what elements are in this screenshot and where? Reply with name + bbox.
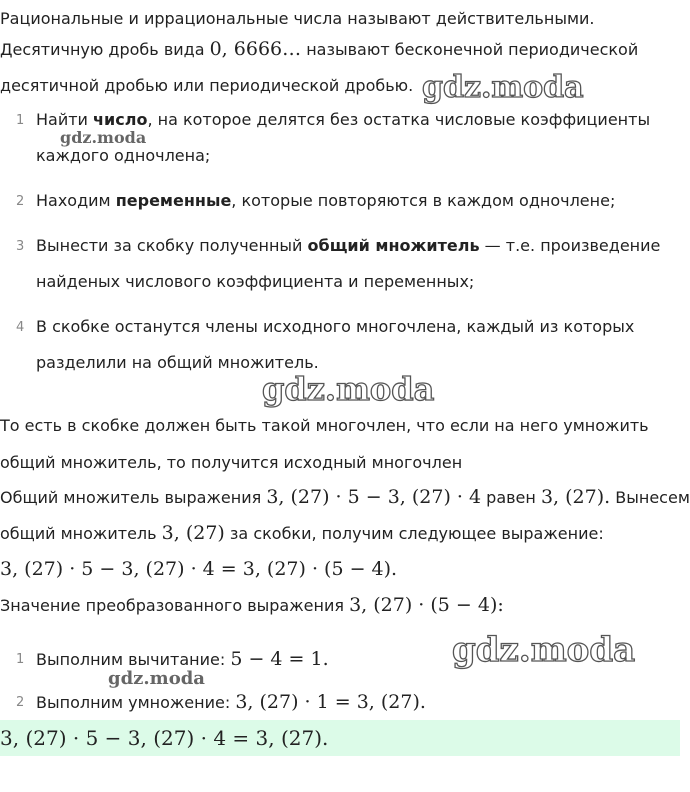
answer-text: 3, (27) · 5 − 3, (27) · 4 = 3, (27). xyxy=(0,726,329,750)
calc-1-text: Выполним вычитание: 5 − 4 = 1. xyxy=(36,648,329,670)
calc-number: 2 xyxy=(16,695,25,710)
watermark: gdz.moda xyxy=(108,668,205,689)
watermark: gdz.moda xyxy=(422,70,584,105)
step-3-text: Вынести за скобку полученный общий множитель — т.е. произведение xyxy=(36,236,661,255)
watermark: gdz.moda xyxy=(60,128,147,147)
para-equation: 3, (27) · 5 − 3, (27) · 4 = 3, (27) · (5 − 4). xyxy=(0,558,398,580)
step-number: 1 xyxy=(16,113,25,128)
para-line-3: Общий множитель выражения 3, (27) · 5 − 3, (27) · 4 равен 3, (27). Вынесем xyxy=(0,486,690,508)
para-line-4: общий множитель 3, (27) за скобки, получим следующее выражение: xyxy=(0,522,604,544)
step-number: 3 xyxy=(16,239,25,254)
intro-line-3: десятичной дробью или периодической дробью. xyxy=(0,76,414,95)
step-4-text: В скобке останутся члены исходного многочлена, каждый из которых xyxy=(36,317,635,336)
para-line-2: общий множитель, то получится исходный многочлен xyxy=(0,453,463,472)
step-1-text: Найти число, на которое делятся без остатка числовые коэффициенты xyxy=(36,110,651,129)
para-line-1: То есть в скобке должен быть такой многочлен, что если на него умножить xyxy=(0,416,649,435)
watermark: gdz.moda xyxy=(262,370,435,408)
step-3-continuation: найденых числового коэффициента и переменных; xyxy=(36,272,475,291)
watermark: gdz.moda xyxy=(452,630,636,670)
intro-line-2: Десятичную дробь вида 0, 6666… называют бесконечной периодической xyxy=(0,38,639,60)
step-4-continuation: разделили на общий множитель. xyxy=(36,353,319,372)
step-1-continuation: каждого одночлена; xyxy=(36,146,211,165)
step-number: 2 xyxy=(16,194,25,209)
step-number: 4 xyxy=(16,320,25,335)
step-2-text: Находим переменные, которые повторяются в каждом одночлене; xyxy=(36,191,616,210)
intro-line-1: Рациональные и иррациональные числа называют действительными. xyxy=(0,9,595,28)
calc-number: 1 xyxy=(16,652,25,667)
calc-2-text: Выполним умножение: 3, (27) · 1 = 3, (27). xyxy=(36,691,426,713)
para-line-6: Значение преобразованного выражения 3, (27) · (5 − 4): xyxy=(0,594,504,616)
answer-box xyxy=(0,720,680,756)
